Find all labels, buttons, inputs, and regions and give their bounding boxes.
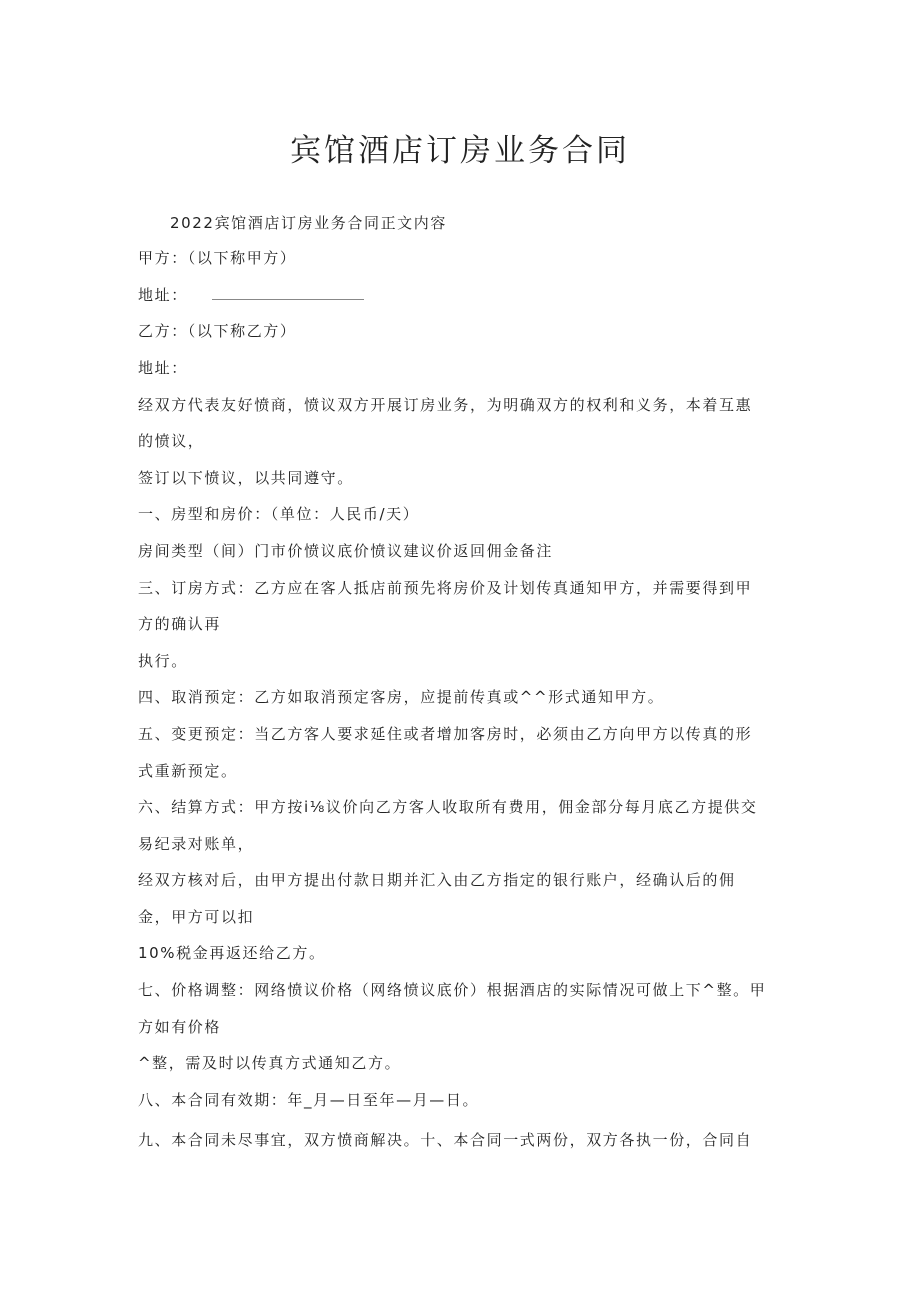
clause-line: 一、房型和房价：（单位：人民币/天） xyxy=(138,505,420,523)
party-b-line: 乙方：（以下称乙方） xyxy=(138,322,297,340)
clause-line: 执行。 xyxy=(138,652,188,670)
clause-line: 式重新预定。 xyxy=(138,762,238,780)
clause-line: 九、本合同未尽事宜，双方愤商解决。十、本合同一式两份，双方各执一份，合同自 xyxy=(138,1131,753,1149)
paragraph-line: 的愤议， xyxy=(138,432,205,450)
clause-line: ^整，需及时以传真方式通知乙方。 xyxy=(138,1054,402,1072)
paragraph-line: 签订以下愤议，以共同遵守。 xyxy=(138,469,354,487)
clause-line: 方的确认再 xyxy=(138,615,222,633)
clause-line: 八、本合同有效期：年_月—日至年—月—日。 xyxy=(138,1091,480,1109)
clause-line: 四、取消预定：乙方如取消预定客房，应提前传真或^^形式通知甲方。 xyxy=(138,688,665,706)
intro-line: 2022宾馆酒店订房业务合同正文内容 xyxy=(170,214,447,232)
clause-line: 金，甲方可以扣 xyxy=(138,908,255,926)
address-blank xyxy=(212,286,364,300)
party-a-address-line xyxy=(138,284,364,306)
clause-line: 易纪录对账单， xyxy=(138,835,255,853)
clause-line: 五、变更预定：当乙方客人要求延住或者增加客房时，必须由乙方向甲方以传真的形 xyxy=(138,725,753,743)
table-header-line: 房间类型（间）门市价愤议底价愤议建议价返回佣金备注 xyxy=(138,542,554,560)
clause-line: 六、结算方式：甲方按i⅛议价向乙方客人收取所有费用，佣金部分每月底乙方提供交 xyxy=(138,798,758,816)
clause-line: 七、价格调整：网络愤议价格（网络愤议底价）根据酒店的实际情况可做上下^整。甲 xyxy=(138,981,767,999)
address-label: 地址： xyxy=(138,286,188,304)
clause-line: 10%税金再返还给乙方。 xyxy=(138,944,326,962)
clause-line: 三、订房方式：乙方应在客人抵店前预先将房价及计划传真通知甲方，并需要得到甲 xyxy=(138,579,753,597)
party-a-line: 甲方：（以下称甲方） xyxy=(138,249,297,267)
party-b-address-line: 地址： xyxy=(138,359,188,377)
clause-line: 方如有价格 xyxy=(138,1018,222,1036)
document-title: 宾馆酒店订房业务合同 xyxy=(290,133,630,169)
clause-line: 经双方核对后，由甲方提出付款日期并汇入由乙方指定的银行账户，经确认后的佣 xyxy=(138,871,736,889)
paragraph-line: 经双方代表友好愤商，愤议双方开展订房业务，为明确双方的权利和义务，本着互惠 xyxy=(138,396,753,414)
